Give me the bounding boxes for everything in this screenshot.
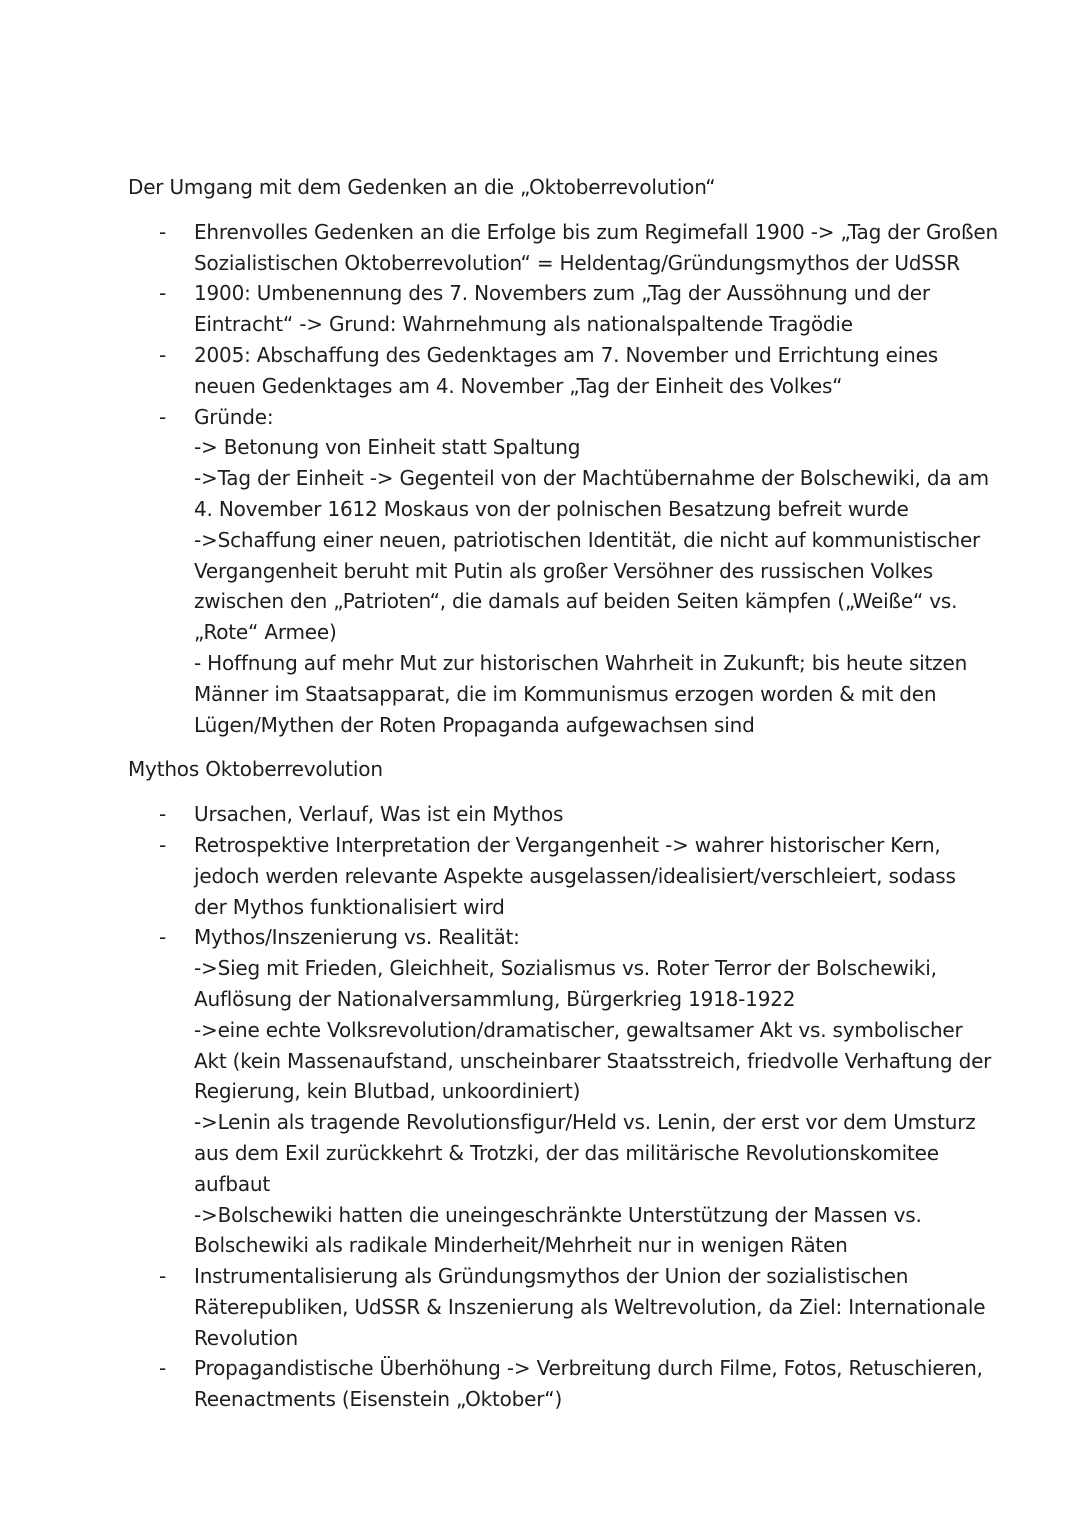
text-line: Auflösung der Nationalversammlung, Bürgerkrieg 1918-1922 (194, 986, 796, 1011)
text-line: Vergangenheit beruht mit Putin als großer Versöhner des russischen Volkes (194, 558, 933, 583)
list-item (128, 402, 989, 741)
text-line: ->Bolschewiki hatten die uneingeschränkte Unterstützung der Massen vs. (194, 1202, 922, 1227)
bullet-dash: - (159, 802, 167, 827)
bullet-dash: - (159, 925, 167, 950)
bullet-list (128, 217, 998, 741)
bullet-dash: - (159, 404, 167, 429)
text-line: Reenactments (Eisenstein „Oktober“) (194, 1387, 563, 1412)
document-content (128, 172, 998, 1415)
text-line: aus dem Exil zurückkehrt & Trotzki, der das militärische Revolutionskomitee (194, 1140, 939, 1165)
section-heading: Mythos Oktoberrevolution (128, 757, 383, 782)
text-line: - Hoffnung auf mehr Mut zur historischen Wahrheit in Zukunft; bis heute sitzen (194, 650, 968, 675)
text-line: Männer im Staatsapparat, die im Kommunismus erzogen worden & mit den (194, 681, 937, 706)
text-line: jedoch werden relevante Aspekte ausgelassen/idealisiert/verschleiert, sodass (194, 863, 956, 888)
bullet-dash: - (159, 1264, 167, 1289)
bullet-list (128, 799, 992, 1415)
text-line: aufbaut (194, 1171, 271, 1196)
text-line: 4. November 1612 Moskaus von der polnischen Besatzung befreit wurde (194, 496, 909, 521)
list-item (128, 799, 968, 830)
text-line: ->Sieg mit Frieden, Gleichheit, Sozialismus vs. Roter Terror der Bolschewiki, (194, 956, 937, 981)
bullet-dash: - (159, 281, 167, 306)
text-line: Regierung, kein Blutbad, unkoordiniert) (194, 1079, 581, 1104)
text-line: Instrumentalisierung als Gründungsmythos der Union der sozialistischen (194, 1264, 909, 1289)
text-line: Bolschewiki als radikale Minderheit/Mehrheit nur in wenigen Räten (194, 1233, 848, 1258)
list-item (128, 830, 968, 922)
text-line: der Mythos funktionalisiert wird (194, 894, 505, 919)
text-line: -> Betonung von Einheit statt Spaltung (194, 435, 581, 460)
text-line: ->eine echte Volksrevolution/dramatischer, gewaltsamer Akt vs. symbolischer (194, 1017, 963, 1042)
text-line: „Rote“ Armee) (194, 620, 337, 645)
list-item (128, 340, 968, 402)
text-line: Eintracht“ -> Grund: Wahrnehmung als nationalspaltende Tragödie (194, 312, 853, 337)
text-line: zwischen den „Patrioten“, die damals auf beiden Seiten kämpfen („Weiße“ vs. (194, 589, 958, 614)
text-line: ->Schaffung einer neuen, patriotischen Identität, die nicht auf kommunistischer (194, 527, 981, 552)
list-item (128, 217, 998, 279)
text-line: Räterepubliken, UdSSR & Inszenierung als Weltrevolution, da Ziel: Internationale (194, 1294, 986, 1319)
text-line: ->Tag der Einheit -> Gegenteil von der Machtübernahme der Bolschewiki, da am (194, 466, 989, 491)
list-item (128, 1353, 983, 1415)
list-item (128, 1261, 986, 1353)
text-line: neuen Gedenktages am 4. November „Tag der Einheit des Volkes“ (194, 373, 843, 398)
bullet-dash: - (159, 342, 167, 367)
text-line: Gründe: (194, 404, 274, 429)
section-heading: Der Umgang mit dem Gedenken an die „Oktoberrevolution“ (128, 175, 716, 199)
text-line: 2005: Abschaffung des Gedenktages am 7. November und Errichtung eines (194, 342, 938, 367)
text-line: Revolution (194, 1325, 298, 1350)
text-line: Propagandistische Überhöhung -> Verbreitung durch Filme, Fotos, Retuschieren, (194, 1356, 983, 1381)
bullet-dash: - (159, 1356, 167, 1381)
text-line: Ehrenvolles Gedenken an die Erfolge bis zum Regimefall 1900 -> „Tag der Großen (194, 219, 998, 244)
bullet-dash: - (159, 832, 167, 857)
text-line: ->Lenin als tragende Revolutionsfigur/Held vs. Lenin, der erst vor dem Umsturz (194, 1110, 976, 1135)
text-line: Mythos/Inszenierung vs. Realität: (194, 925, 520, 950)
text-line: Retrospektive Interpretation der Vergangenheit -> wahrer historischer Kern, (194, 832, 941, 857)
text-line: Lügen/Mythen der Roten Propaganda aufgewachsen sind (194, 712, 755, 737)
text-line: Ursachen, Verlauf, Was ist ein Mythos (194, 802, 564, 827)
text-line: Akt (kein Massenaufstand, unscheinbarer Staatsstreich, friedvolle Verhaftung der (194, 1048, 992, 1073)
list-item (128, 278, 968, 340)
list-item (128, 922, 992, 1261)
text-line: 1900: Umbenennung des 7. Novembers zum „Tag der Aussöhnung und der (194, 281, 930, 306)
bullet-dash: - (159, 219, 167, 244)
text-line: Sozialistischen Oktoberrevolution“ = Heldentag/Gründungsmythos der UdSSR (194, 250, 960, 275)
